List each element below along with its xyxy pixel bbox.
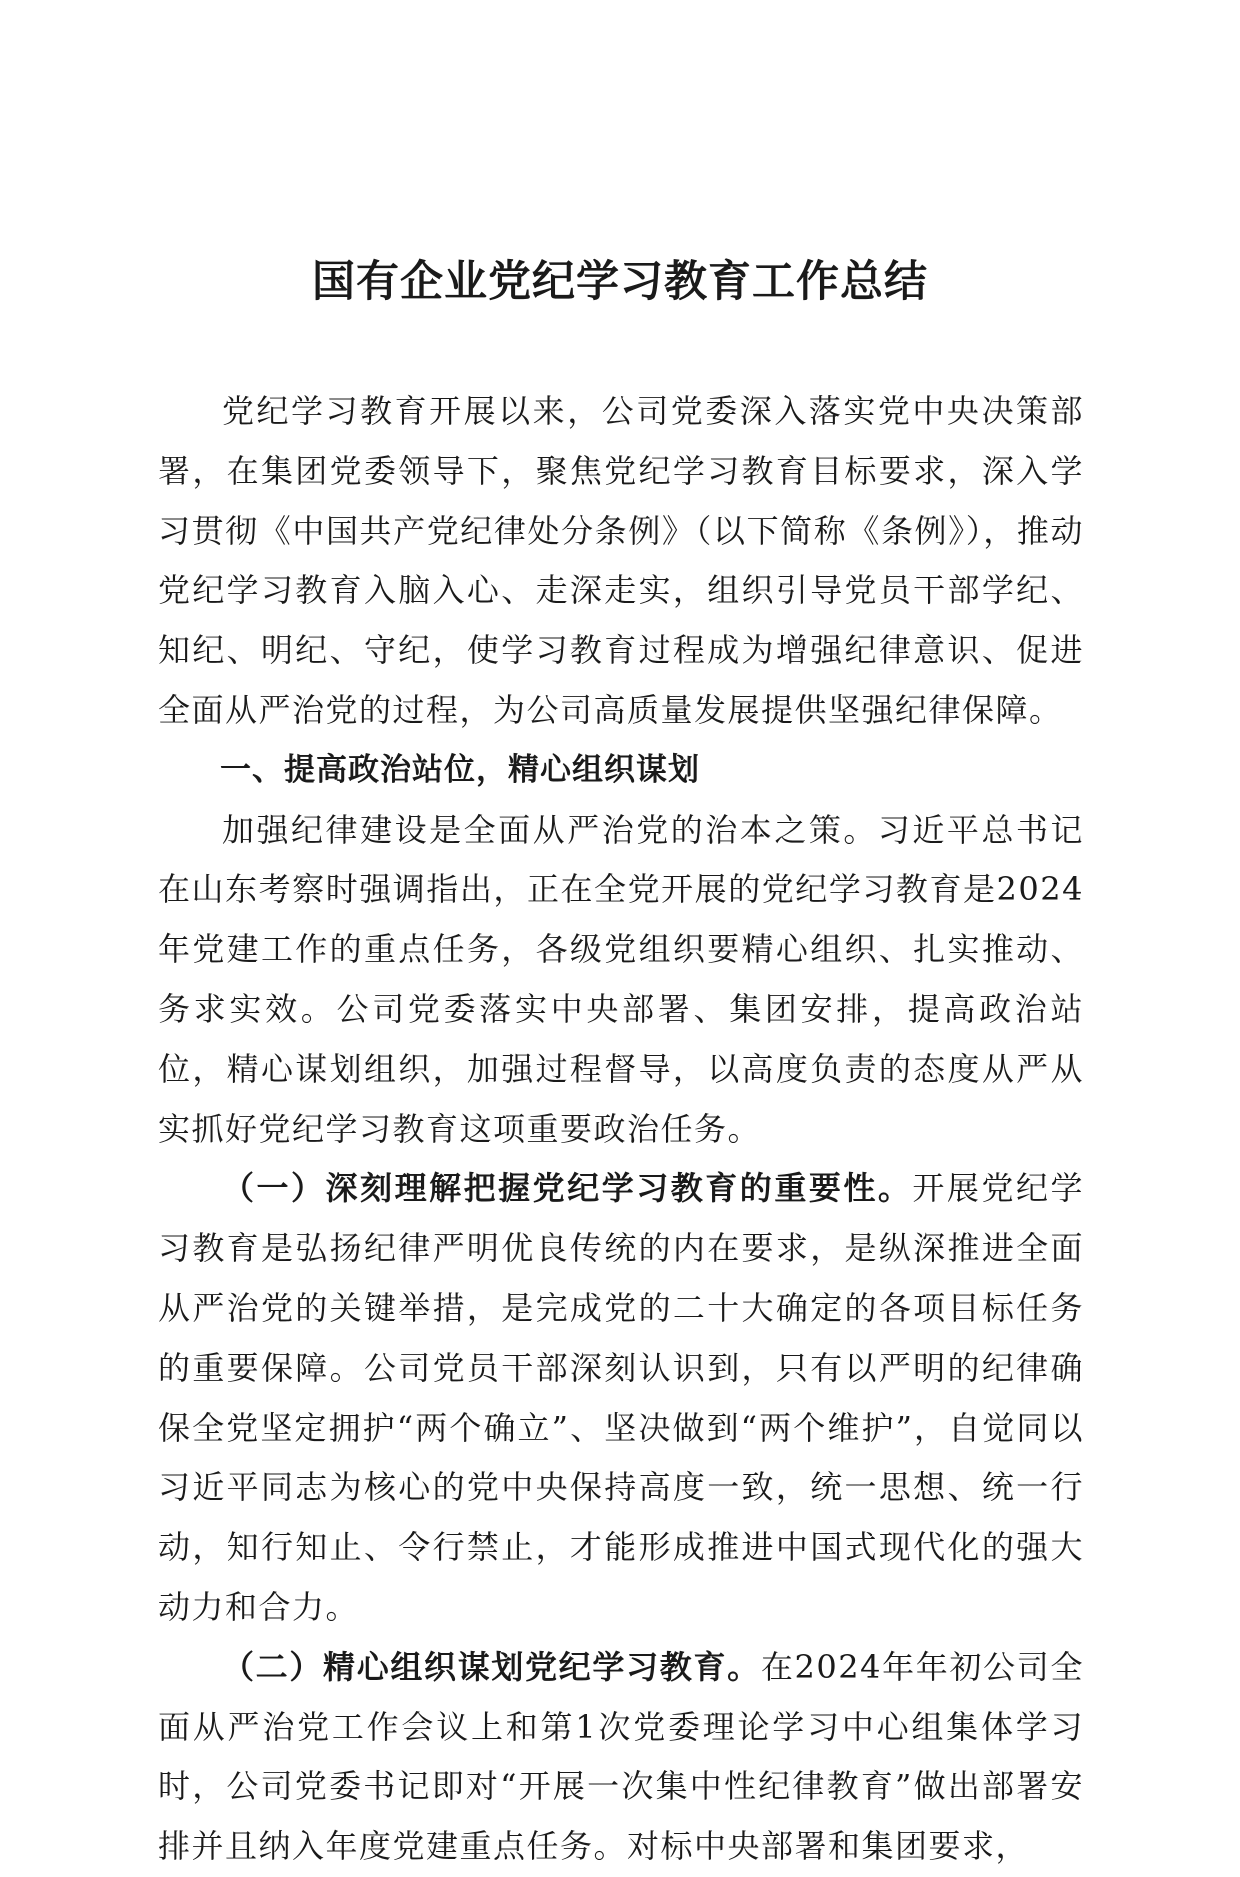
subsection-2-text: 在2024年年初公司全面从严治党工作会议上和第1次党委理论学习中心组集体学习时，公司党委书记即对“开展一次集中性纪律教育”做出部署安排并且纳入年度党建重点任务。对标中央部署和集团要求， <box>158 1647 1084 1866</box>
subsection-1-text: 开展党纪学习教育是弘扬纪律严明优良传统的内在要求，是纵深推进全面从严治党的关键举措，是完成党的二十大确定的各项目标任务的重要保障。公司党员干部深刻认识到，只有以严明的纪律确保全党坚定拥护“两个确立”、坚决做到“两个维护”，自觉同以习近平同志为核心的党中央保持高度一致，统一思想、统一行动，知行知止、令行禁止，才能形成推进中国式现代化的强大动力和合力。 <box>158 1169 1084 1626</box>
subsection-1-lead: （一）深刻理解把握党纪学习教育的重要性。 <box>222 1169 913 1208</box>
subsection-1-paragraph <box>158 1159 1084 1637</box>
document-body <box>158 382 1084 1877</box>
intro-paragraph: 党纪学习教育开展以来，公司党委深入落实党中央决策部署，在集团党委领导下，聚焦党纪学习教育目标要求，深入学习贯彻《中国共产党纪律处分条例》（以下简称《条例》），推动党纪学习教育入脑入心、走深走实，组织引导党员干部学纪、知纪、明纪、守纪，使学习教育过程成为增强纪律意识、促进全面从严治党的过程，为公司高质量发展提供坚强纪律保障。 <box>158 392 1084 729</box>
section-1-paragraph: 加强纪律建设是全面从严治党的治本之策。习近平总书记在山东考察时强调指出，正在全党开展的党纪学习教育是2024年党建工作的重点任务，各级党组织要精心组织、扎实推动、务求实效。公司党委落实中央部署、集团安排，提高政治站位，精心谋划组织，加强过程督导，以高度负责的态度从严从实抓好党纪学习教育这项重要政治任务。 <box>158 810 1084 1148</box>
subsection-2-lead: （二）精心组织谋划党纪学习教育。 <box>222 1647 761 1686</box>
subsection-2-paragraph <box>158 1638 1084 1877</box>
section-heading-1: 一、提高政治站位，精心组织谋划 <box>220 751 700 788</box>
document-title: 国有企业党纪学习教育工作总结 <box>312 257 928 307</box>
